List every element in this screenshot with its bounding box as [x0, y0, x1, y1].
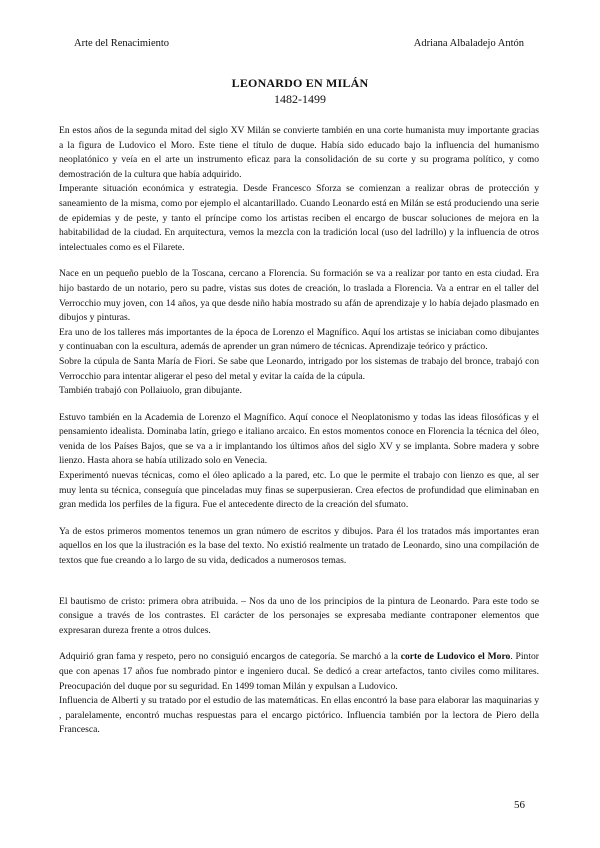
paragraph: También trabajó con Pollaiuolo, gran dibujante.: [59, 385, 242, 397]
bold-text: corte de Ludovico el Moro: [400, 651, 511, 663]
paragraph: Imperante situación económica y estrategia. Desde Francesco Sforza se comienzan a realizar obras de protección y saneamiento de la misma, como por ejemplo el alcantarillado. Cuando Leonardo está en Milán se está produciendo una serie de epidemias y de peste, y tanto el príncipe como los artistas reciben el encargo de buscar soluciones de mejora en la habitabilidad de la ciudad. En arquitectura, vemos la mezcla con la tradición local (uso del ladrillo) y la influencia de otros intelectuales como es el Filarete.: [59, 183, 539, 253]
body-text: [59, 124, 539, 738]
paragraph: Estuvo también en la Academia de Lorenzo el Magnífico. Aquí conoce el Neoplatonismo y todas las ideas filosóficas y el pensamiento idealista. Dominaba latín, griego e italiano arcaico. En estos momentos conoce en Florencia la técnica del óleo, venida de los Países Bajos, que se va a ir implantando los últimos años del siglo XV y se implanta. Sobre madera y sobre lienzo. Hasta ahora se había utilizado solo en Venecia.: [59, 411, 539, 467]
paragraph-text: Adquirió gran fama y respeto, pero no consiguió encargos de categoría. Se marchó a la: [59, 651, 401, 663]
paragraph-text: . Pintor que con apenas 17 años fue nombrado pintor e ingeniero ducal. Se dedicó a crear artefactos, tanto civiles como militares. Preocupación del duque por su seguridad. En 1499 toman Milán y expulsan a Ludovico.: [59, 651, 539, 692]
paragraph: Era uno de los talleres más importantes de la época de Lorenzo el Magnífico. Aquí los artistas se iniciaban como dibujantes y continuaban con la escultura, además de aprender un gran número de técnicas. Aprendizaje teórico y práctico.: [59, 326, 539, 353]
page-number: 56: [514, 799, 525, 811]
paragraph: Experimentó nuevas técnicas, como el óleo aplicado a la pared, etc. Lo que le permite el trabajo con lienzo es que, al ser muy lenta su técnica, conseguía que pinceladas muy finas se superpusieran. Crea efectos de profundidad que eliminaban en gran medida los perfiles de la figura. Fue el antecedente directo de la creación del sfumato.: [59, 470, 539, 511]
paragraph: Ya de estos primeros momentos tenemos un gran número de escritos y dibujos. Para él los tratados más importantes eran aquellos en los que la ilustración es la base del texto. No existió realmente un tratado de Leonardo, sino una compilación de textos que fue creando a lo largo de su vida, dedicados a numerosos temas.: [59, 525, 539, 567]
page-title: LEONARDO EN MILÁN: [231, 76, 369, 90]
header-right: Adriana Albaladejo Antón: [413, 38, 524, 49]
header-left: Arte del Renacimiento: [74, 38, 170, 49]
paragraph: Influencia de Alberti y su tratado por el estudio de las matemáticas. En ellas encontró la base para elaborar las maquinarias y , paralelamente, encontró muchas respuestas para el encargo pictórico. Influencia también por la lectora de Piero della Francesca.: [59, 695, 539, 736]
paragraph: Sobre la cúpula de Santa María de Fiori. Se sabe que Leonardo, intrigado por los sistemas de trabajo del bronce, trabajó con Verrocchio para intentar aligerar el peso del metal y evitar la caída de la cúpula.: [59, 355, 539, 382]
paragraph: En estos años de la segunda mitad del siglo XV Milán se convierte también en una corte humanista muy importante gracias a la figura de Ludovico el Moro. Este tiene el título de duque. Había sido educado bajo la influencia del humanismo neoplatónico y veía en el arte un instrumento eficaz para la consolidación de su corte y su programa político, y como demostración de la cultura que había adquirido.: [59, 125, 539, 180]
paragraph: Nace en un pequeño pueblo de la Toscana, cercano a Florencia. Su formación se va a realizar por tanto en esta ciudad. Era hijo bastardo de un notario, pero su padre, vistas sus dotes de creación, lo traslada a Florencia. Va a entrar en el taller del Verrocchio muy joven, con 14 años, ya que desde niño había mostrado su afán de aprendizaje y lo había dejado plasmado en dibujos y pinturas.: [59, 268, 539, 324]
paragraph: El bautismo de cristo: primera obra atribuida. – Nos da uno de los principios de la pintura de Leonardo. Para este todo se consigue a través de los contrastes. El carácter de los personajes se expresaba mediante contraponer elementos que expresaran dureza frente a otros dulces.: [59, 595, 539, 636]
paragraph: [59, 650, 539, 694]
page-subtitle: 1482-1499: [274, 92, 326, 106]
